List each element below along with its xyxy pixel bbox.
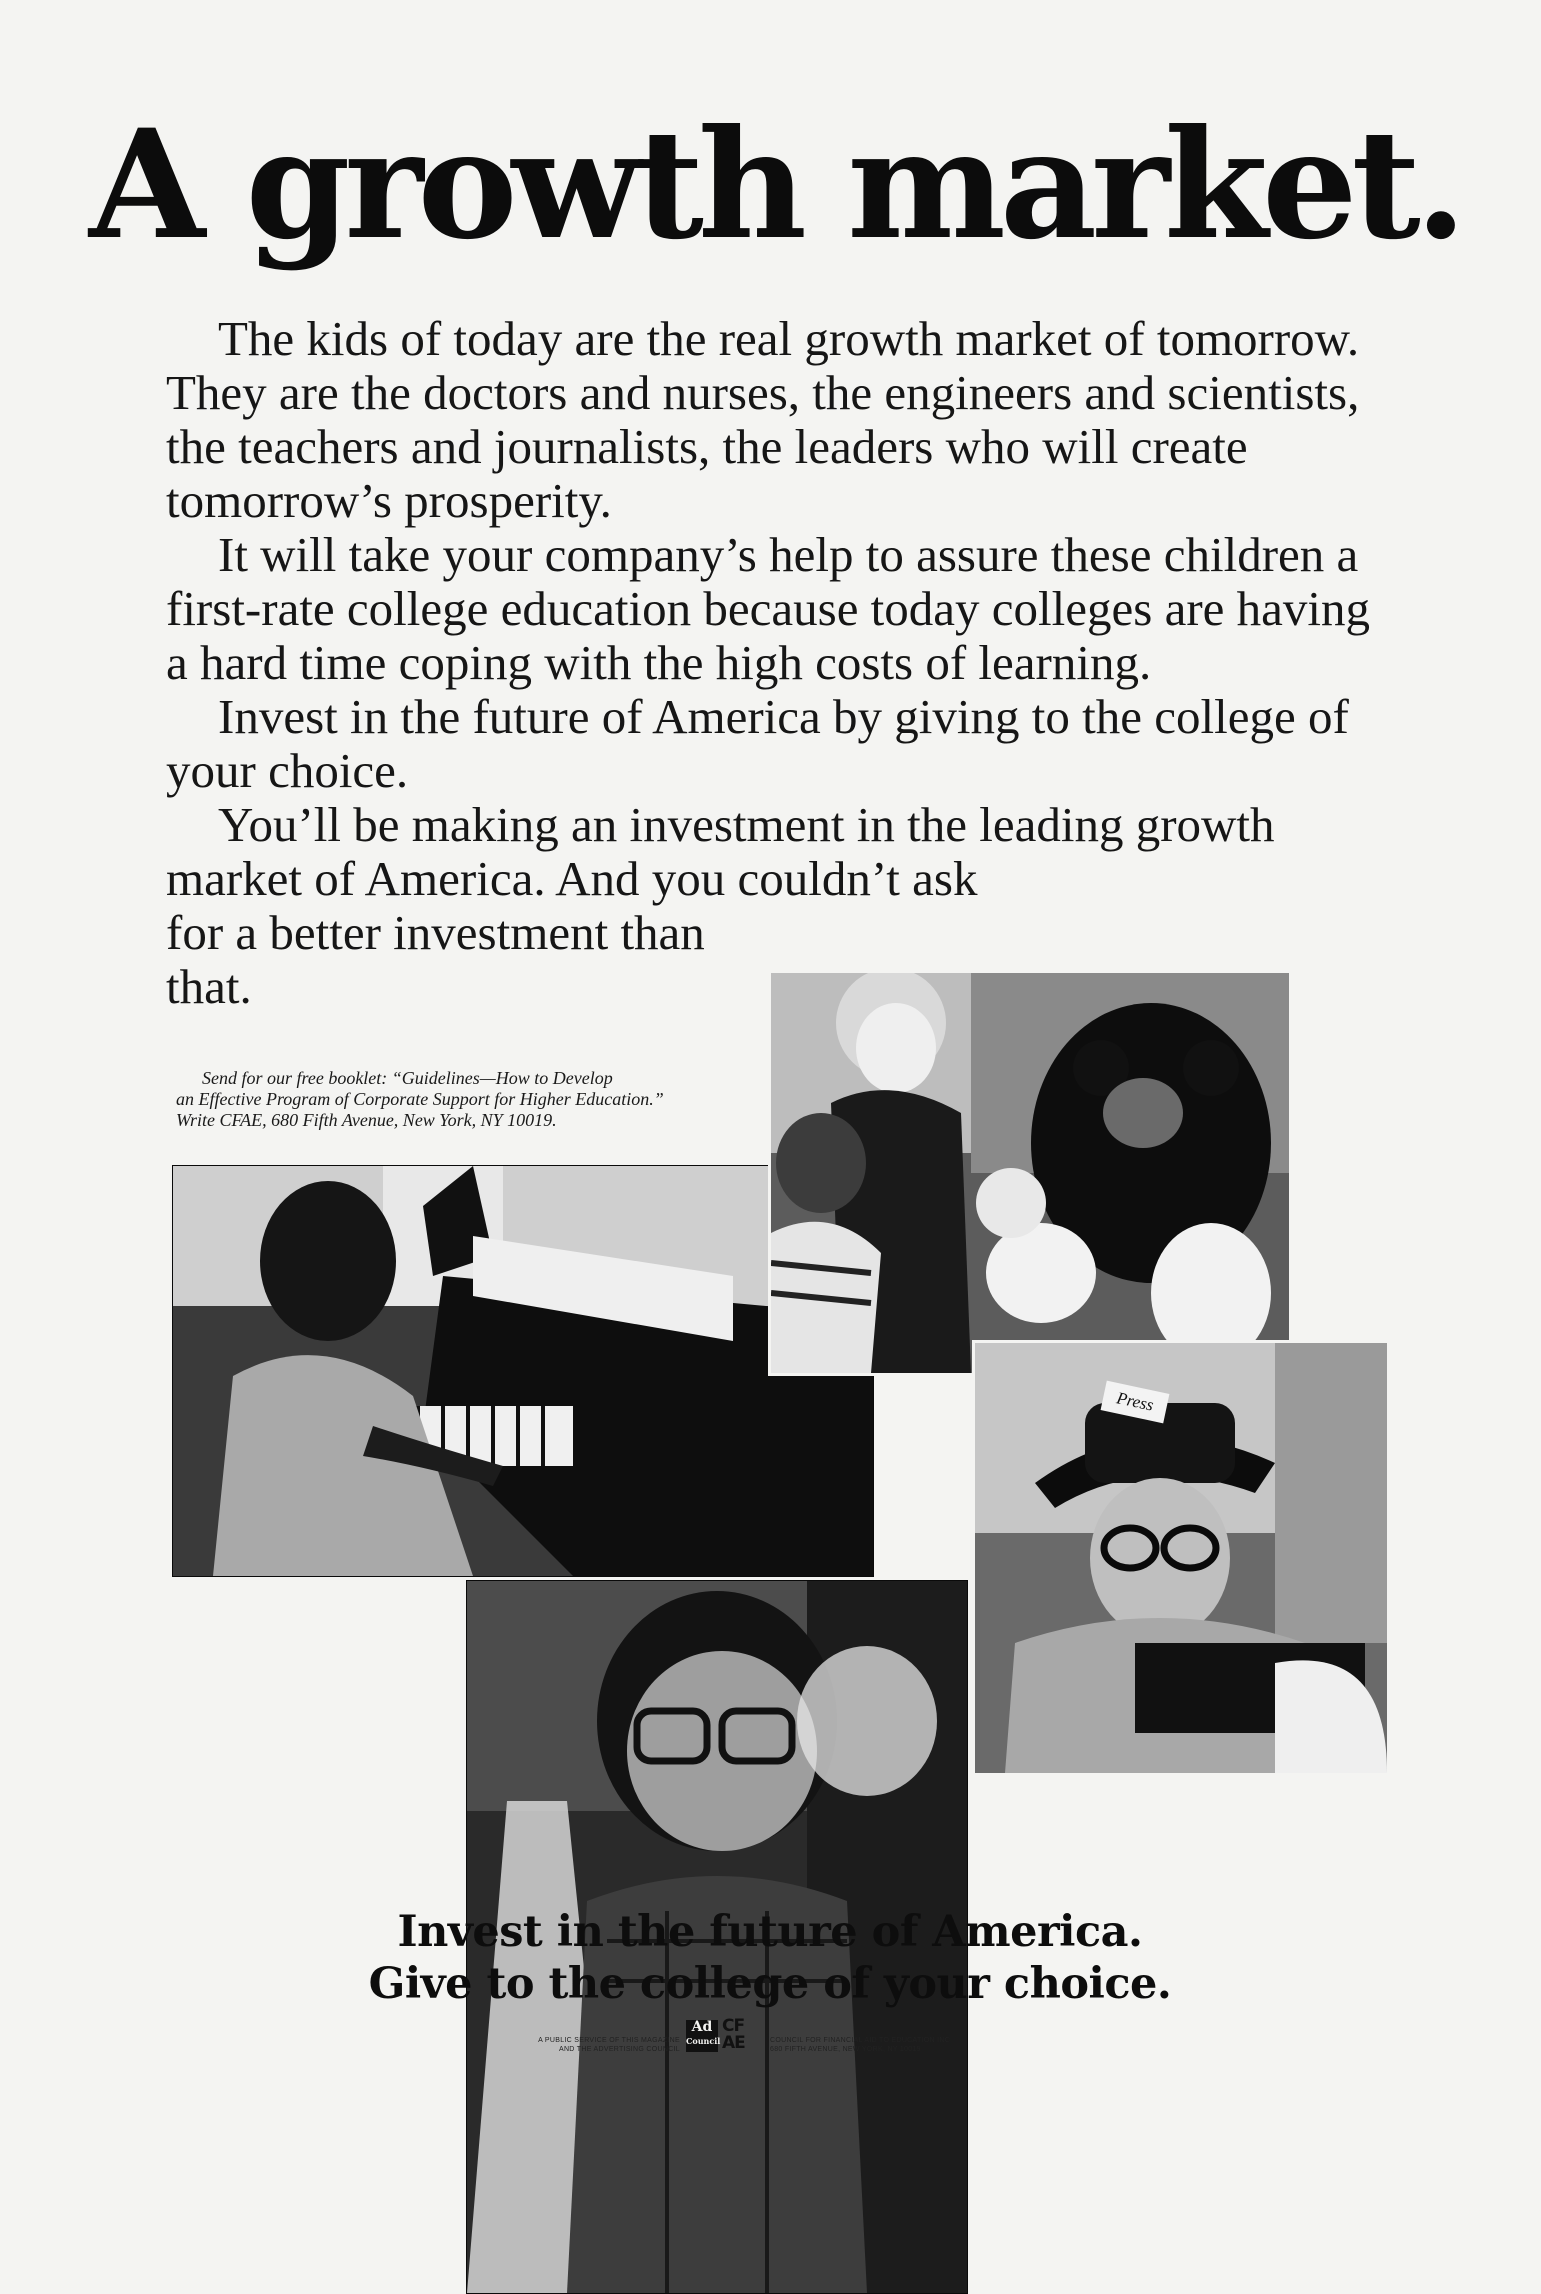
body-paragraph-4: You’ll be making an investment in the leading growth market of America. And you couldn’t ask	[166, 797, 1275, 906]
tagline-line-2: Give to the college of your choice.	[368, 1959, 1172, 2009]
body-paragraph-2: It will take your company’s help to assure these children a first-rate college education because today colleges are having a hard time coping with the high costs of learning.	[166, 527, 1371, 690]
cfae-address-line-2: 680 FIFTH AVENUE, NEW YORK, NY 10019	[770, 2046, 921, 2053]
public-service-note	[500, 2036, 680, 2054]
cfae-logo-top: CF	[722, 2016, 745, 2036]
cfae-address-line-1: COUNCIL FOR FINANCIAL AID TO EDUCATION INC	[770, 2037, 951, 2044]
tagline	[170, 1906, 1370, 2010]
cfae-address	[770, 2036, 1030, 2054]
cfae-logo-bottom: AE	[722, 2033, 745, 2053]
booklet-line-1: Send for our free booklet: “Guidelines—How to Develop	[202, 1068, 613, 1088]
body-copy	[166, 312, 1386, 1014]
ad-council-logo-bottom: Council	[686, 2036, 721, 2046]
booklet-line-3: Write CFAE, 680 Fifth Avenue, New York, NY 10019.	[176, 1110, 557, 1130]
body-paragraph-4-end: for a better investment than that.	[166, 905, 705, 1014]
ad-council-logo-top: Ad	[691, 2019, 713, 2035]
headline: A growth market.	[88, 97, 1462, 273]
journalist-photo	[972, 1340, 1390, 1776]
booklet-line-2: an Effective Program of Corporate Support for Higher Education.”	[176, 1089, 664, 1109]
press-hat-card: Press	[1101, 1381, 1170, 1424]
tagline-line-1: Invest in the future of America.	[397, 1907, 1143, 1957]
body-paragraph-3: Invest in the future of America by giving to the college of your choice.	[166, 689, 1349, 798]
doctor-play-photo	[768, 970, 1292, 1376]
public-service-line-1: A PUBLIC SERVICE OF THIS MAGAZINE	[538, 2037, 680, 2044]
cfae-logo	[722, 2018, 764, 2054]
public-service-line-2: AND THE ADVERTISING COUNCIL	[558, 2046, 680, 2053]
body-paragraph-1: The kids of today are the real growth market of tomorrow. They are the doctors and nurses, the engineers and scientists, the teachers and journalists, the leaders who will create tomorrow’s prosperity.	[166, 311, 1360, 528]
booklet-offer	[176, 1068, 776, 1131]
ad-council-logo	[686, 2019, 721, 2052]
footer-credits	[500, 2018, 1060, 2058]
